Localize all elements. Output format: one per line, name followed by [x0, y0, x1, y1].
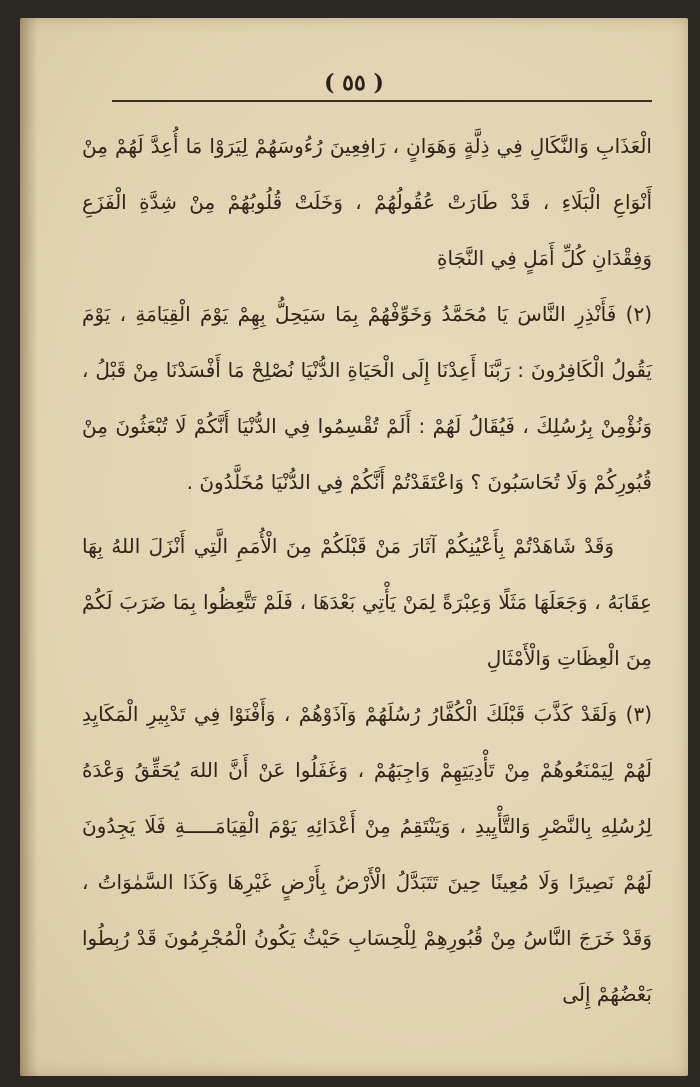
header-rule: [112, 100, 652, 102]
paragraph-2: (٢) فَأَنْذِرِ النَّاسَ يَا مُحَمَّدُ وَخَوِّفْهُمْ بِمَا سَيَحِلُّ بِهِمْ يَوْمَ الْقِيَامَةِ ، يَوْمَ يَقُولُ الْكَافِرُونَ : رَبَّنَا أَعِدْنَا إِلَى الْحَيَاةِ الدُّنْيَا نُصْلِحْ مَا أَفْسَدْنَا مِنْ قَبْلُ ، وَنُؤْمِنْ بِرُسُلِكَ ، فَيُقَالُ لَهُمْ : أَلَمْ تُقْسِمُوا فِي الدُّنْيَا أَنَّكُمْ لَا تُبْعَثُونَ مِنْ قُبُورِكُمْ وَلَا تُحَاسَبُونَ ؟ وَاعْتَقَدْتُمْ أَنَّكُمْ فِي الدُّنْيَا مُخَلَّدُونَ .: [82, 302, 652, 494]
page-number: ( ٥٥ ): [324, 70, 384, 96]
book-page: [20, 18, 688, 1076]
paragraph-1: الْعَذَابِ وَالنَّكَالِ فِي ذِلَّةٍ وَهَوَانٍ ، رَافِعِينَ رُءُوسَهُمْ لِيَرَوْا مَا أُعِدَّ لَهُمْ مِنْ أَنْوَاعِ الْبَلَاءِ ، قَدْ طَارَتْ عُقُولُهُمْ ، وَخَلَتْ قُلُوبُهُمْ مِنْ شِدَّةِ الْفَزَعِ وَفِقْدَانِ كُلِّ أَمَلٍ فِي النَّجَاةِ: [82, 134, 652, 270]
page-spine-shadow: [20, 18, 38, 1076]
paragraph-3: وَقَدْ شَاهَدْتُمْ بِأَعْيُنِكُمْ آثَارَ مَنْ قَبْلَكُمْ مِنَ الْأُمَمِ الَّتِي أَنْزَلَ اللهُ بِهَا عِقَابَهُ ، وَجَعَلَهَا مَثَلًا وَعِبْرَةً لِمَنْ يَأْتِي بَعْدَهَا ، فَلَمْ تَتَّعِظُوا بِمَا ضَرَبَ لَكُمْ مِنَ الْعِظَاتِ وَالْأَمْثَالِ: [82, 534, 652, 670]
paragraph-4: (٣) وَلَقَدْ كَذَّبَ قَبْلَكَ الْكُفَّارُ رُسُلَهُمْ وَآذَوْهُمْ ، وَأَفْنَوْا فِي تَدْبِيرِ الْمَكَايِدِ لَهُمْ لِيَمْنَعُوهُمْ مِنْ تَأْدِيَتِهِمْ وَاجِبَهُمْ ، وَغَفَلُوا عَنْ أَنَّ اللهَ يُحَقِّقُ وَعْدَهُ لِرُسُلِهِ بِالنَّصْرِ وَالتَّأْيِيدِ ، وَيَنْتَقِمُ مِنْ أَعْدَائِهِ يَوْمَ الْقِيَامَـــــةِ فَلَا يَجِدُونَ لَهُمْ نَصِيرًا وَلَا مُعِينًا حِينَ تَتَبَدَّلُ الْأَرْضُ بِأَرْضٍ غَيْرِهَا وَكَذَا السَّمٰوَاتُ ، وَقَدْ خَرَجَ النَّاسُ مِنْ قُبُورِهِمْ لِلْحِسَابِ حَيْثُ يَكُونُ الْمُجْرِمُونَ قَدْ رُبِطُوا بَعْضُهُمْ إِلَى: [82, 702, 652, 1006]
body-text: [82, 118, 652, 1022]
